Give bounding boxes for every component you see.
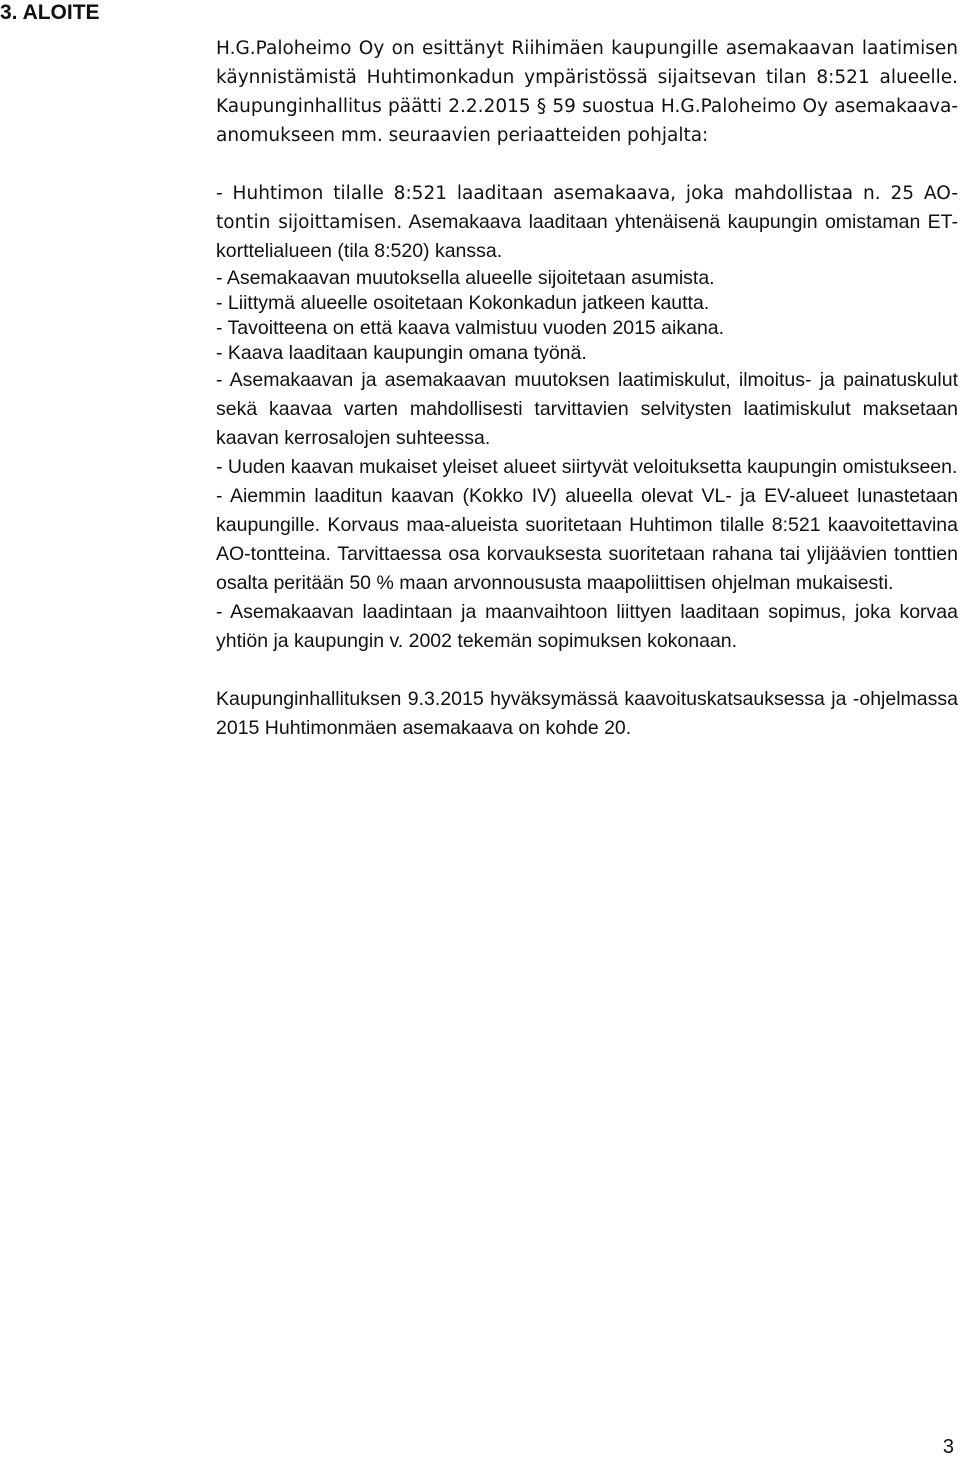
list-item: - Asemakaavan ja asemakaavan muutoksen laatimiskulut, ilmoitus- ja painatuskulut sekä kaavaa varten mahdollisesti tarvittavien selvitysten laatimiskulut maksetaan kaavan kerrosalojen suhteessa. [216, 369, 958, 449]
principles-list [216, 179, 958, 656]
intro-paragraph [216, 34, 958, 150]
list-item: - Kaava laaditaan kaupungin omana työnä. [216, 342, 587, 364]
list-item: - Asemakaavan laadintaan ja maanvaihtoon liittyen laaditaan sopimus, joka korvaa yhtiön ja kaupungin v. 2002 tekemän sopimuksen kokonaan. [216, 601, 958, 652]
list-item: - Liittymä alueelle osoitetaan Kokonkadun jatkeen kautta. [216, 292, 710, 314]
document-body [216, 34, 958, 743]
principle-first-text: - Huhtimon tilalle 8:521 laaditaan asemakaava, joka mahdollistaa n. 25 AO-tontin sijoittamisen. [216, 183, 958, 233]
list-item: - Uuden kaavan mukaiset yleiset alueet siirtyvät veloituksetta kaupungin omistukseen. [216, 456, 958, 478]
section-heading: 3. ALOITE [0, 1, 100, 24]
closing-paragraph: Kaupunginhallituksen 9.3.2015 hyväksymässä kaavoituskatsauksessa ja -ohjelmassa 2015 Huhtimonmäen asemakaava on kohde 20. [216, 688, 958, 739]
intro-text: H.G.Paloheimo Oy on esittänyt Riihimäen kaupungille asemakaavan laatimisen käynnistämistä Huhtimonkadun ympäristössä sijaitsevan tilan 8:521 alueelle. Kaupunginhallitus päätti 2.2.2015 § 59 suostua H.G.Paloheimo Oy asemakaava-anomukseen mm. seuraavien periaatteiden pohjalta: [216, 38, 958, 146]
list-item: - Asemakaavan muutoksella alueelle sijoitetaan asumista. [216, 267, 715, 289]
list-item: - Aiemmin laaditun kaavan (Kokko IV) alueella olevat VL- ja EV-alueet lunastetaan kaupungille. Korvaus maa-alueista suoritetaan Huhtimon tilalle 8:521 kaavoitettavina AO-tontteina. Tarvittaessa osa korvauksesta suoritetaan rahana tai ylijäävien tonttien osalta peritään 50 % maan arvonnousustа maapoliittisen ohjelman mukaisesti. [216, 485, 958, 594]
list-item [216, 179, 958, 266]
list-item: - Tavoitteena on että kaava valmistuu vuoden 2015 aikana. [216, 317, 725, 339]
principle-first-continuation: Asemakaava laaditaan yhtenäisenä kaupungin omistaman ET-korttelialueen (tila 8:520) kanssa. [216, 211, 959, 262]
page-number: 3 [942, 1436, 954, 1458]
